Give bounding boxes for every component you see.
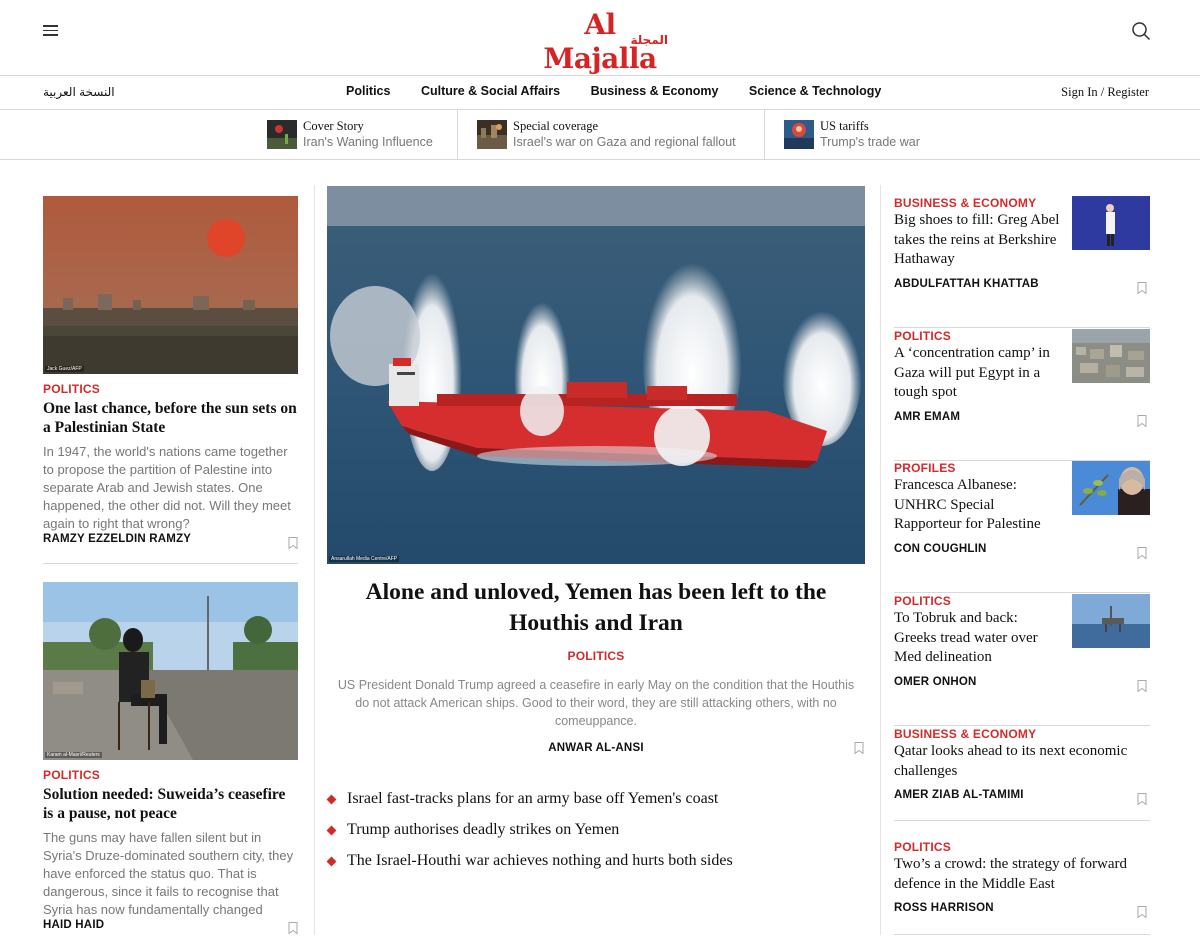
hero-author[interactable]: ANWAR AL-ANSI (548, 742, 644, 754)
suweida-gunman-image (43, 582, 298, 760)
column-divider (314, 185, 315, 935)
topic-sub: Israel's war on Gaza and regional fallout (513, 135, 736, 149)
topic-label: Special coverage (513, 119, 599, 133)
oil-rig-thumbnail (1072, 594, 1150, 648)
divider (457, 110, 458, 159)
main-nav (0, 76, 1200, 110)
bookmark-icon[interactable] (1137, 906, 1147, 918)
topic-sub: Trump's trade war (820, 135, 920, 149)
bullet-icon (327, 826, 337, 836)
section-kicker[interactable]: BUSINESS & ECONOMY (894, 196, 1037, 210)
section-kicker[interactable]: POLITICS (894, 840, 951, 854)
topic-label: US tariffs (820, 119, 869, 133)
sidebar-article[interactable] (894, 329, 1150, 461)
nav-business[interactable]: Business & Economy (590, 84, 719, 98)
article-title[interactable]: Big shoes to fill: Greg Abel takes the reins at Berkshire Hathaway (894, 212, 1060, 267)
image-credit: Ansarullah Media Centre/AFP (331, 556, 398, 562)
search-icon[interactable] (1131, 21, 1151, 41)
article-title[interactable]: A ‘concentration camp’ in Gaza will put Egypt in a tough spot (894, 345, 1050, 400)
sidebar-article[interactable] (894, 727, 1150, 821)
related-articles-list (326, 788, 866, 881)
related-article[interactable] (326, 850, 866, 881)
bullet-icon (327, 795, 337, 805)
article-card[interactable] (43, 196, 298, 564)
article-author[interactable]: ROSS HARRISON (894, 902, 994, 914)
sidebar-article[interactable] (894, 594, 1150, 726)
related-article-title: The Israel-Houthi war achieves nothing and hurts both sides (347, 852, 733, 869)
hamburger-menu-icon[interactable] (43, 25, 58, 37)
nav-politics[interactable]: Politics (346, 84, 391, 98)
nav-links (346, 84, 908, 98)
article-title[interactable]: To Tobruk and back: Greeks tread water over Med delineation (894, 610, 1038, 665)
section-kicker[interactable]: POLITICS (567, 649, 625, 663)
topics-strip (0, 110, 1200, 160)
topic-sub: Iran's Waning Influence (303, 135, 433, 149)
nav-science[interactable]: Science & Technology (748, 84, 882, 98)
article-author[interactable]: OMER ONHON (894, 676, 977, 688)
bookmark-icon[interactable] (1137, 415, 1147, 427)
article-title[interactable]: Francesca Albanese: UNHRC Special Rapporteur for Palestine (894, 477, 1041, 532)
us-tariffs-thumbnail (784, 120, 814, 149)
hero-excerpt: US President Donald Trump agreed a ceasefire in early May on the condition that the Houthis do not attack American ships. Good to their word, they are still attacking others, with no comeuppance. (337, 678, 855, 728)
hero-author-wrap (330, 738, 862, 756)
bookmark-icon[interactable] (288, 922, 298, 934)
sidebar-article[interactable] (894, 196, 1150, 328)
article-author[interactable]: AMER ZIAB AL-TAMIMI (894, 789, 1024, 801)
berkshire-thumbnail (1072, 196, 1150, 250)
topic-label: Cover Story (303, 119, 364, 133)
article-title[interactable]: Solution needed: Suweida’s ceasefire is a pause, not peace (43, 786, 286, 822)
article-title[interactable]: One last chance, before the sun sets on a Palestinian State (43, 400, 297, 436)
topic-cover-story[interactable] (267, 110, 452, 159)
bookmark-icon[interactable] (1137, 680, 1147, 692)
sunset-gaza-image (43, 196, 298, 374)
nav-culture[interactable]: Culture & Social Affairs (420, 84, 561, 98)
article-excerpt: In 1947, the world's nations came together to propose the partition of Palestine into separate Arab and Jewish states. One happened, the other did not. Will they meet again to right that wrong? (43, 444, 291, 531)
section-kicker[interactable]: POLITICS (894, 594, 951, 608)
image-credit: Jack Guez/AFP (47, 366, 82, 372)
article-card[interactable] (43, 582, 298, 938)
divider (764, 110, 765, 159)
topic-us-tariffs[interactable] (784, 110, 944, 159)
section-kicker[interactable]: POLITICS (894, 329, 951, 343)
sign-in-link[interactable]: Sign In / Register (1061, 85, 1149, 99)
article-title[interactable]: Two’s a crowd: the strategy of forward defence in the Middle East (894, 856, 1128, 892)
article-author[interactable]: RAMZY EZZELDIN RAMZY (43, 533, 192, 545)
albanese-thumbnail (1072, 461, 1150, 515)
bookmark-icon[interactable] (854, 742, 864, 754)
bookmark-icon[interactable] (1137, 793, 1147, 805)
sidebar-article[interactable] (894, 840, 1150, 935)
article-author[interactable]: HAID HAID (43, 919, 105, 931)
section-kicker[interactable]: POLITICS (43, 768, 100, 782)
section-kicker[interactable]: BUSINESS & ECONOMY (894, 727, 1037, 741)
article-author[interactable]: AMR EMAM (894, 411, 961, 423)
hero-kicker (330, 647, 862, 665)
article-author[interactable]: ABDULFATTAH KHATTAB (894, 278, 1039, 290)
special-coverage-thumbnail (477, 120, 507, 149)
image-credit: Karam al-Masri/Reuters (47, 752, 100, 758)
hero-title[interactable]: Alone and unloved, Yemen has been left to the Houthis and Iran (365, 579, 827, 636)
logo-text: Al Majalla (543, 8, 657, 75)
related-article[interactable] (326, 788, 866, 819)
related-article[interactable] (326, 819, 866, 850)
bullet-icon (327, 857, 337, 867)
column-divider (880, 185, 881, 935)
article-title[interactable]: Qatar looks ahead to its next economic challenges (894, 743, 1128, 779)
bookmark-icon[interactable] (1137, 547, 1147, 559)
gaza-camp-thumbnail (1072, 329, 1150, 383)
article-author[interactable]: CON COUGHLIN (894, 543, 987, 555)
related-article-title: Israel fast-tracks plans for an army base off Yemen's coast (347, 790, 719, 807)
cover-story-thumbnail (267, 120, 297, 149)
site-logo[interactable] (528, 8, 672, 75)
bookmark-icon[interactable] (288, 537, 298, 549)
article-excerpt: The guns may have fallen silent but in Syria's Druze-dominated southern city, they have enforced the status quo. That is dangerous, since it fails to recognise that Syria has now fundamentally changed (43, 830, 294, 917)
bookmark-icon[interactable] (1137, 282, 1147, 294)
section-kicker[interactable]: PROFILES (894, 461, 956, 475)
site-header (0, 0, 1200, 76)
arabic-edition-link[interactable]: النسخة العربية (43, 85, 115, 99)
section-kicker[interactable]: POLITICS (43, 382, 100, 396)
sidebar-article[interactable] (894, 461, 1150, 593)
hero-image[interactable] (327, 186, 865, 564)
ship-attack-image (327, 186, 865, 564)
related-article-title: Trump authorises deadly strikes on Yemen (347, 821, 620, 838)
topic-special-coverage[interactable] (477, 110, 757, 159)
logo-arabic: المجلة (630, 33, 668, 47)
